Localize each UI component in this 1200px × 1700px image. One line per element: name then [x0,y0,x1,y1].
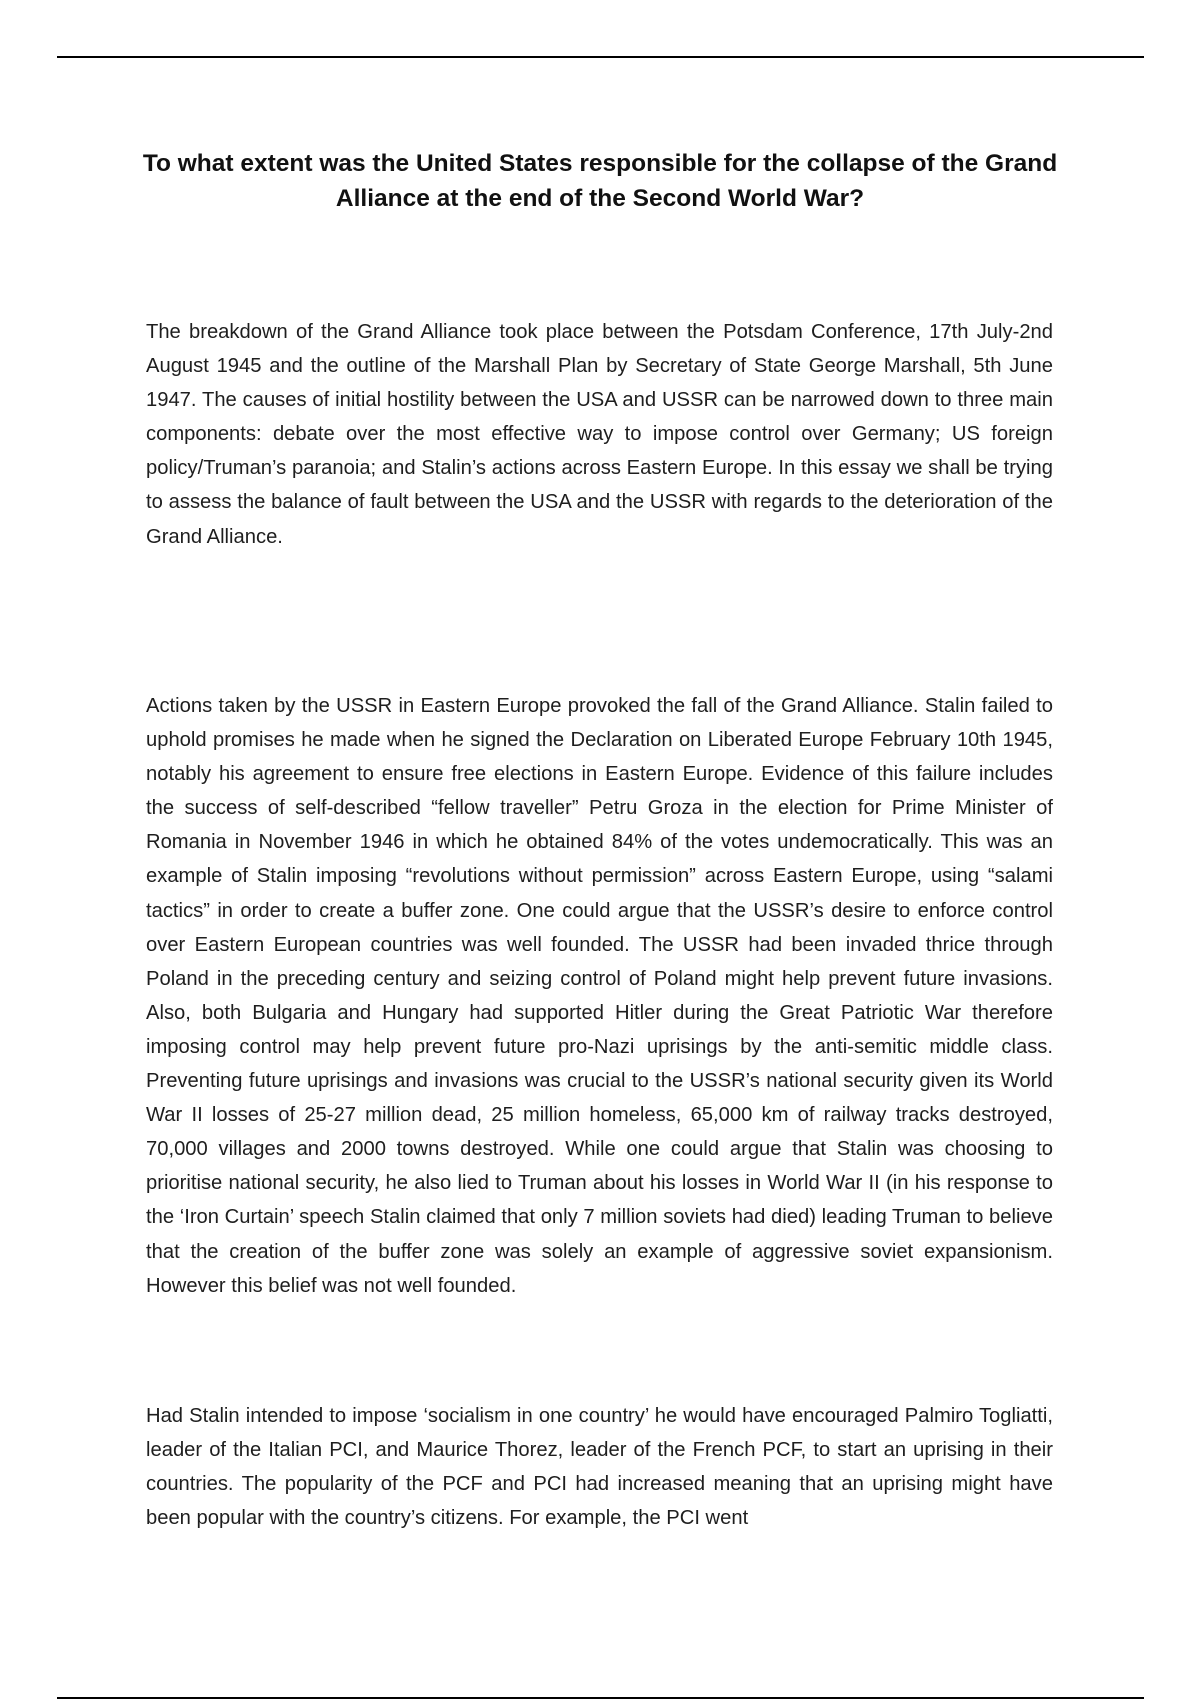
paragraph-socialism-one-country: Had Stalin intended to impose ‘socialism in one country’ he would have encouraged Palmiro Togliatti, leader of the Italian PCI, and Maurice Thorez, leader of the French PCF, to start an uprising in their countries. The popularity of the PCF and PCI had increased meaning that an uprising might have been popular with the country’s citizens. For example, the PCI went [146,1405,1053,1530]
bottom-rule [57,1697,1144,1699]
top-rule [57,56,1144,58]
essay-title: To what extent was the United States responsible for the collapse of the Grand Alliance at the end of the Second World War? [142,150,1058,212]
paragraph-ussr-eastern-europe: Actions taken by the USSR in Eastern Europe provoked the fall of the Grand Alliance. Stalin failed to uphold promises he made when he signed the Declaration on Liberated Europe February 10th 1945, notably his agreement to ensure free elections in Eastern Europe. Evidence of this failure includes the success of self-described “fellow traveller” Petru Groza in the election for Prime Minister of Romania in November 1946 in which he obtained 84% of the votes undemocratically. This was an example of Stalin imposing “revolutions without permission” across Eastern Europe, using “salami tactics” in order to create a buffer zone. One could argue that the USSR’s desire to enforce control over Eastern European countries was well founded. The USSR had been invaded thrice through Poland in the preceding century and seizing control of Poland might help prevent future invasions. Also, both Bulgaria and Hungary had supported Hitler during the Great Patriotic War therefore imposing control may help prevent future pro-Nazi uprisings by the anti-semitic middle class. Preventing future uprisings and invasions was crucial to the USSR’s national security given its World War II losses of 25-27 million dead, 25 million homeless, 65,000 km of railway tracks destroyed, 70,000 villages and 2000 towns destroyed. While one could argue that Stalin was choosing to prioritise national security, he also lied to Truman about his losses in World War II (in his response to the ‘Iron Curtain’ speech Stalin claimed that only 7 million soviets had died) leading Truman to believe that the creation of the buffer zone was solely an example of aggressive soviet expansionism. However this belief was not well founded. [146,695,1053,1297]
paragraph-introduction: The breakdown of the Grand Alliance took place between the Potsdam Conference, 17th July-2nd August 1945 and the outline of the Marshall Plan by Secretary of State George Marshall, 5th June 1947. The causes of initial hostility between the USA and USSR can be narrowed down to three main components: debate over the most effective way to impose control over Germany; US foreign policy/Truman’s paranoia; and Stalin’s actions across Eastern Europe. In this essay we shall be trying to assess the balance of fault between the USA and the USSR with regards to the deterioration of the Grand Alliance. [146,321,1053,548]
